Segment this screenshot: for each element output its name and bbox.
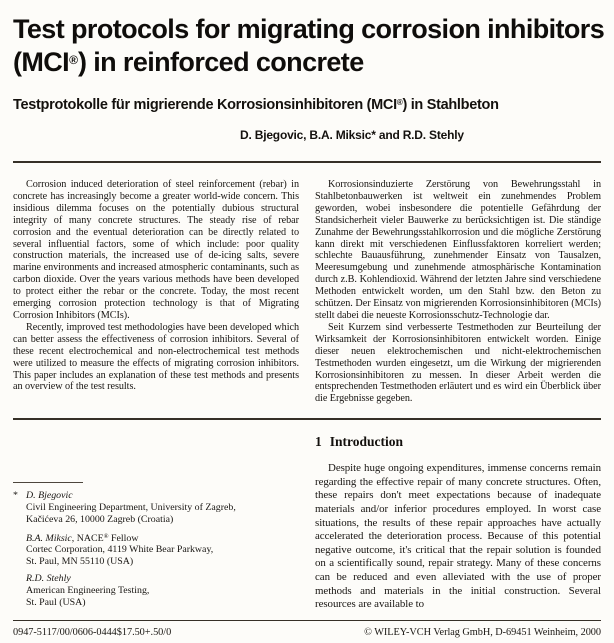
authors-line: D. Bjegovic, B.A. Miksic* and R.D. Stehly bbox=[240, 128, 464, 142]
author-name-line: B.A. Miksic, NACE® Fellow bbox=[26, 532, 139, 544]
abstract-german bbox=[315, 179, 601, 405]
paper-title-line2: (MCI®) in reinforced concrete bbox=[13, 47, 364, 77]
affiliation-line: Kačićeva 26, 10000 Zagreb (Croatia) bbox=[26, 513, 174, 525]
author-name: D. Bjegovic bbox=[26, 490, 73, 502]
abstract-english bbox=[13, 179, 299, 405]
affiliation-entry bbox=[13, 531, 299, 568]
abstract-english-paragraph-1: Corrosion induced deterioration of steel reinforcement (rebar) in concrete has increasingly become a greater world-wide concern. This insidious dilemma focuses on the potentially dubious structural integrity of many concrete structures. The steady rise of rebar corrosion and the eventual deterioration can be directly related to several influential factors, some of which include: poor quality construction materials, the increased use of de-icing salts, severe marine environments and increased atmospheric contaminants, such as carbon dioxide. Over the years various methods have been developed to protect either the rebar or the concrete. Today, the most recent emerging corrosion protection technology is that of Migrating Corrosion Inhibitors (MCIs). bbox=[13, 179, 299, 321]
footnote-divider bbox=[13, 482, 83, 483]
registered-trademark-symbol: ® bbox=[396, 98, 403, 107]
author-name: B.A. Miksic bbox=[26, 532, 72, 544]
copyright-notice: © WILEY-VCH Verlag GmbH, D-69451 Weinheim, 2000 bbox=[364, 627, 601, 638]
footnote-marker-spacer bbox=[13, 573, 26, 608]
section-title: Introduction bbox=[329, 434, 404, 450]
footnote-marker-spacer bbox=[13, 531, 26, 568]
introduction-paragraph: Despite huge ongoing expenditures, immense concerns remain regarding the effective repair of many concrete structures. Often, these repairs don't meet expectations because of inadequate materials and/or inferior procedures employed. In worst case situations, the results of these repair approaches have actually accelerated the deterioration process. Because of this potential negative outcome, it's critical that the repair solution is founded on a scientifically sound, repair strategy. Many of these concerns can be reduced and even alleviated with the use of proper methods and materials in the initial construction. Several resources are available to bbox=[315, 462, 601, 611]
header-divider bbox=[13, 161, 601, 163]
registered-trademark-symbol: ® bbox=[103, 532, 109, 540]
section-number: 1 bbox=[315, 434, 322, 450]
registered-trademark-symbol: ® bbox=[69, 53, 78, 67]
lower-section bbox=[13, 420, 601, 613]
abstract-german-paragraph-2: Seit Kurzem sind verbesserte Testmethoden zur Beurteilung der Wirksamkeit der Korrosionsinhibitoren entwickelt worden. Einige dieser neuen elektrochemischen und nicht-elektrochemischen Testmethoden wurden eingesetzt, um die Wirkung der migrierenden Korrosionsinhibitoren zu messen. In dieser Arbeit werden die entsprechenden Testmethoden erläutert und es wird ein Überblick über die Ergebnisse gegeben. bbox=[315, 321, 601, 405]
section-heading bbox=[315, 434, 601, 450]
paper-title bbox=[13, 14, 605, 78]
affiliation-entry bbox=[13, 490, 299, 525]
paper-subtitle-german: Testprotokolle für migrierende Korrosionsinhibitoren (MCI®) in Stahlbeton bbox=[13, 97, 499, 113]
abstract-english-paragraph-2: Recently, improved test methodologies have been developed which can better assess the effectiveness of corrosion inhibitors. Several of these recent electrochemical and non-electrochemical test methods were utilized to measure the effects of migrating corrosion inhibitors. This paper includes an explanation of these test methods and presents an overview of the test results. bbox=[13, 321, 299, 393]
affiliation-entry bbox=[13, 573, 299, 608]
footer-divider bbox=[13, 620, 601, 621]
paper-title-line1: Test protocols for migrating corrosion inhibitors bbox=[13, 14, 605, 44]
issn-price-code: 0947-5117/00/0606-0444$17.50+.50/0 bbox=[13, 627, 172, 638]
author-affiliations-footnote bbox=[13, 420, 299, 613]
page-footer bbox=[13, 620, 601, 638]
affiliation-line: St. Paul, MN 55110 (USA) bbox=[26, 556, 134, 568]
bilingual-abstract bbox=[13, 179, 601, 405]
affiliation-line: Cortec Corporation, 4119 White Bear Parkway, bbox=[26, 544, 214, 556]
section-introduction bbox=[315, 420, 601, 613]
footnote-marker: * bbox=[13, 490, 18, 502]
affiliation-line: American Engineering Testing, bbox=[26, 584, 150, 596]
abstract-german-paragraph-1: Korrosionsinduzierte Zerstörung von Bewehrungsstahl in Stahlbetonbauwerken ist weltweit ein zunehmendes Problem geworden, wobei insbesondere die potentielle Gefährdung der Standsicherheit vieler Bauwerke zu berücksichtigen ist. Die ständige Zunahme der Bewehrungsstahlkorrosion und die mögliche Zerstörung kann direkt mit verschiedenen Einflussfaktoren korreliert werden; schlechte Bauausführung, zunehmender Einsatz von Tausalzen, Meeresumgebung und zunehmende atmosphärische Kontamination durch z.B. Kohlendioxid. Während der letzten Jahre sind verschiedene Methoden entwickelt worden, um den Stahl bzw. den Beton zu schützen. Der Einsatz von migrierenden Korrosionsinhibitoren (MCIs) stellt dabei die neueste Korrosionsschutz-Technologie dar. bbox=[315, 179, 601, 321]
affiliation-line: Civil Engineering Department, University of Zagreb, bbox=[26, 502, 236, 514]
affiliation-line: St. Paul (USA) bbox=[26, 596, 86, 608]
author-name: R.D. Stehly bbox=[26, 573, 71, 584]
